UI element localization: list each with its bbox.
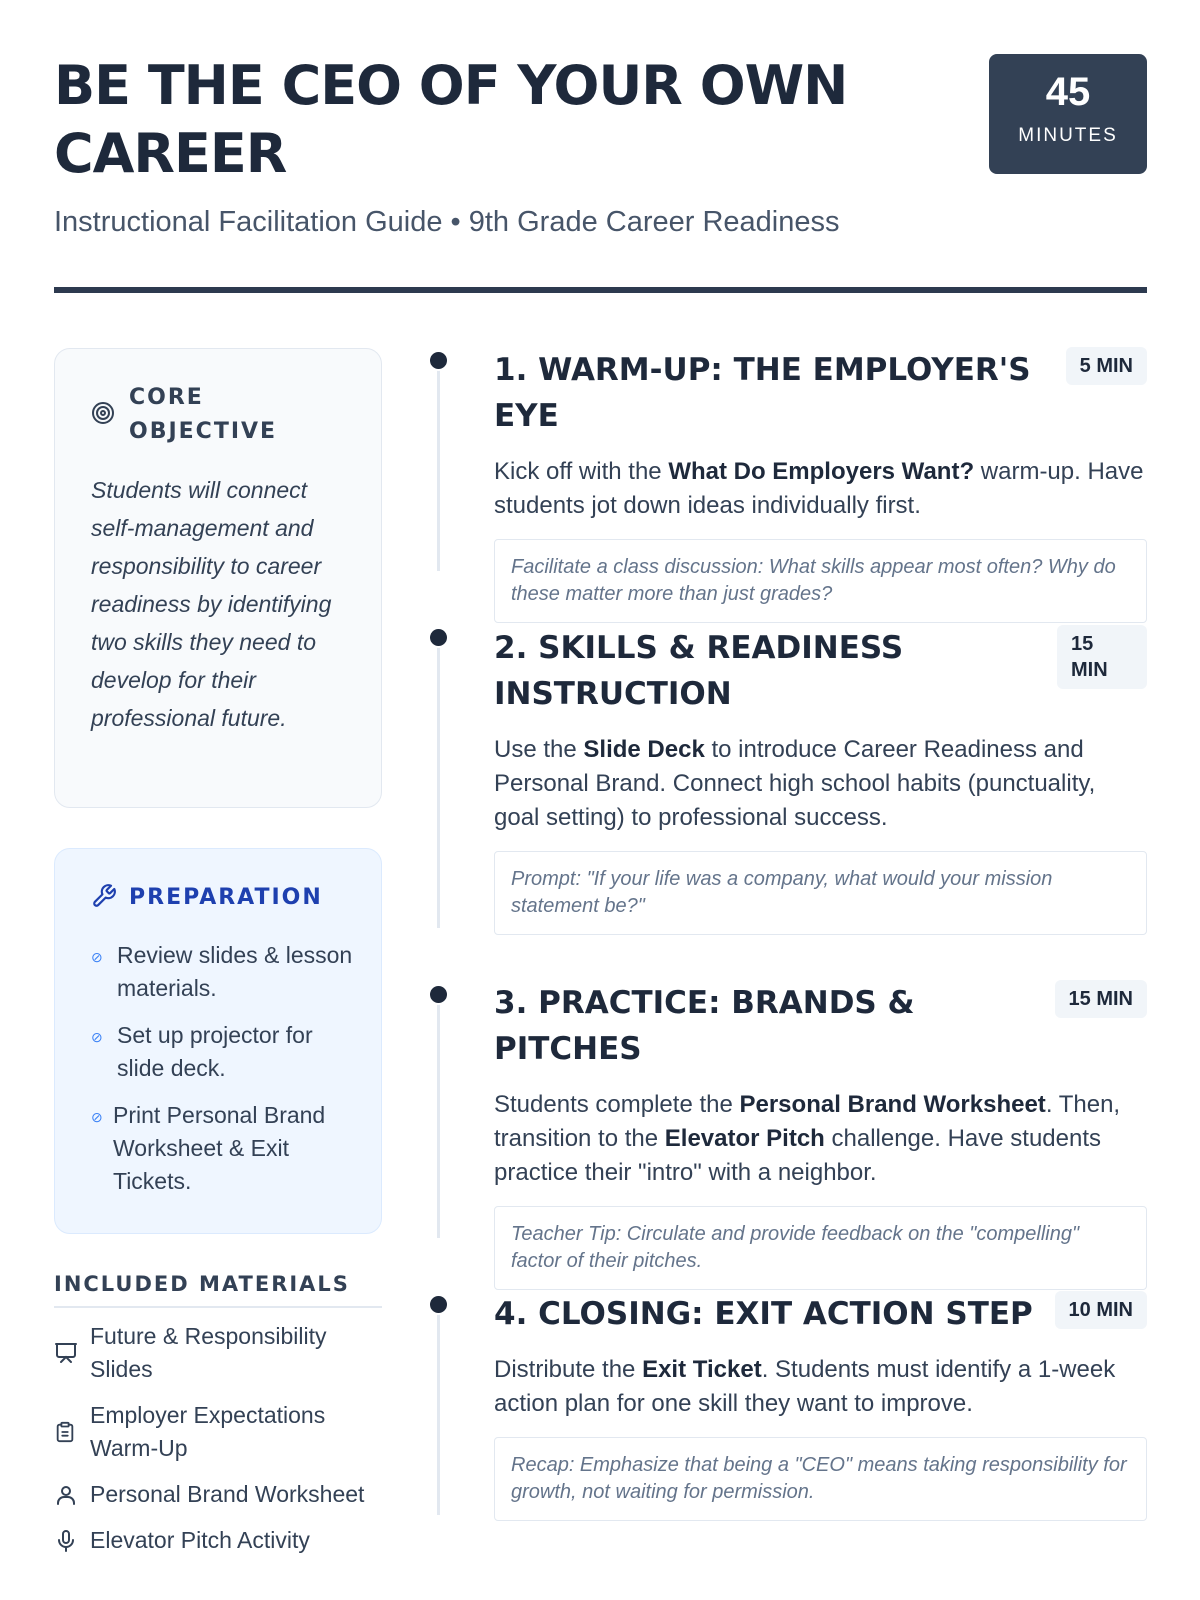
timeline-dot: [428, 350, 449, 371]
preparation-list: [91, 939, 353, 1212]
user-icon: [54, 1483, 90, 1507]
page-subtitle: Instructional Facilitation Guide • 9th Grade Career Readiness: [54, 206, 840, 238]
core-objective-text: Students will connect self-management and responsibility to career readiness by identifying two skills they need to develop for their professional future.: [91, 477, 332, 731]
presentation-icon: [54, 1341, 90, 1365]
preparation-title: PREPARATION: [129, 885, 323, 910]
wrench-icon: [91, 883, 117, 914]
time-badge: 10 MIN: [1055, 1291, 1147, 1329]
step-description: Kick off with the What Do Employers Want? warm-up. Have students jot down ideas individually first.: [494, 458, 1144, 519]
step-instruction: [494, 625, 1147, 935]
materials-list: [54, 1320, 382, 1557]
step-title: 3. PRACTICE: BRANDS & PITCHES: [494, 985, 915, 1067]
facilitator-note: Facilitate a class discussion: What skills appear most often? Why do these matter more than just grades?: [494, 539, 1147, 623]
page-title: BE THE CEO OF YOUR OWN CAREER: [54, 54, 848, 185]
timeline-line: [437, 356, 440, 571]
duration-unit: MINUTES: [1018, 125, 1118, 146]
step-title: 2. SKILLS & READINESS INSTRUCTION: [494, 630, 904, 712]
clipboard-icon: [54, 1420, 90, 1444]
timeline-line: [437, 1300, 440, 1515]
list-item: ⊘ Print Personal Brand Worksheet & Exit Tickets.: [91, 1099, 353, 1198]
microphone-icon: [54, 1529, 90, 1553]
material-item: Personal Brand Worksheet: [54, 1478, 382, 1511]
time-badge: 15 MIN: [1057, 625, 1147, 689]
facilitator-note: Teacher Tip: Circulate and provide feedback on the "compelling" factor of their pitches.: [494, 1206, 1147, 1290]
target-icon: [91, 401, 115, 430]
step-practice: [494, 980, 1147, 1290]
check-circle-icon: ⊘: [91, 1029, 103, 1045]
step-description: Students complete the Personal Brand Worksheet. Then, transition to the Elevator Pitch challenge. Have students practice their "intro" with a neighbor.: [494, 1091, 1121, 1186]
core-objective-title: CORE OBJECTIVE: [129, 385, 278, 444]
core-objective-card: [54, 348, 382, 808]
facilitator-note: Prompt: "If your life was a company, what would your mission statement be?": [494, 851, 1147, 935]
time-badge: 5 MIN: [1066, 347, 1147, 385]
step-warm-up: [494, 347, 1147, 623]
facilitator-note: Recap: Emphasize that being a "CEO" means taking responsibility for growth, not waiting for permission.: [494, 1437, 1147, 1521]
material-item: Future & Responsibility Slides: [54, 1320, 382, 1386]
header-divider: [54, 287, 1147, 293]
step-closing: [494, 1291, 1147, 1521]
timeline-dot: [428, 984, 449, 1005]
page-header: [54, 52, 1147, 238]
timeline-line: [437, 990, 440, 1238]
list-item: ⊘ Set up projector for slide deck.: [91, 1019, 353, 1085]
step-title: 4. CLOSING: EXIT ACTION STEP: [494, 1296, 1033, 1332]
check-circle-icon: ⊘: [91, 949, 103, 965]
timeline-dot: [428, 627, 449, 648]
step-description: Use the Slide Deck to introduce Career Readiness and Personal Brand. Connect high school habits (punctuality, goal setting) to professional success.: [494, 736, 1096, 831]
step-description: Distribute the Exit Ticket. Students must identify a 1-week action plan for one skill they want to improve.: [494, 1356, 1116, 1417]
timeline-line: [437, 633, 440, 928]
time-badge: 15 MIN: [1055, 980, 1147, 1018]
preparation-card: [54, 848, 382, 1234]
materials-title: INCLUDED MATERIALS: [54, 1272, 382, 1308]
step-title: 1. WARM-UP: THE EMPLOYER'S EYE: [494, 352, 1031, 434]
material-item: Employer Expectations Warm-Up: [54, 1399, 382, 1465]
duration-box: [989, 54, 1147, 174]
duration-value: 45: [1045, 70, 1091, 114]
check-circle-icon: ⊘: [91, 1109, 103, 1125]
list-item: ⊘ Review slides & lesson materials.: [91, 939, 353, 1005]
included-materials: [54, 1272, 382, 1570]
material-item: Elevator Pitch Activity: [54, 1524, 382, 1557]
timeline-dot: [428, 1294, 449, 1315]
